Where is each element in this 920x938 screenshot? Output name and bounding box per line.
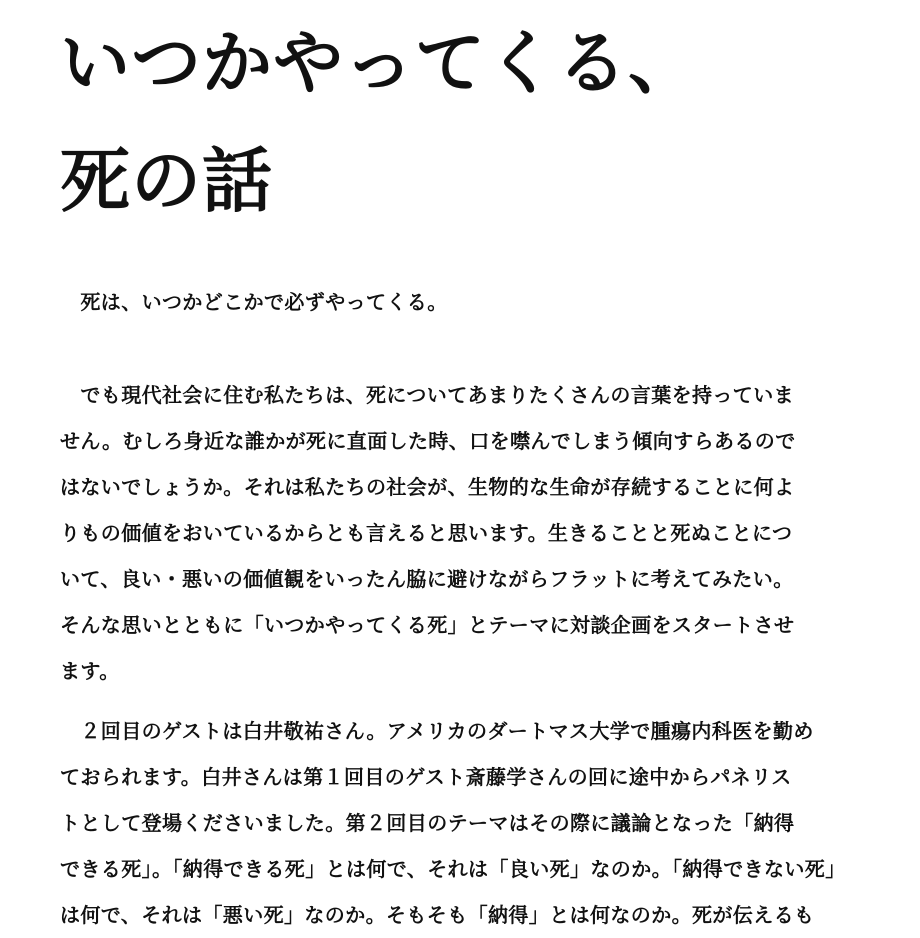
paragraph-line: そんな思いとともに「いつかやってくる死」とテーマに対談企画をスタートさせ [60, 613, 795, 637]
article-title-line-1: いつかやってくる、 [60, 21, 699, 104]
paragraph-line: りもの価値をおいているからとも言えると思います。生きることと死ぬことにつ [60, 521, 793, 545]
body-paragraph-1 [60, 372, 860, 694]
paragraph-line: ておられます。白井さんは第１回目のゲスト斎藤学さんの回に途中からパネリス [60, 765, 792, 789]
article-title-line-2: 死の話 [60, 139, 273, 222]
paragraph-line: いて、良い・悪いの価値観をいったん脇に避けながらフラットに考えてみたい。 [60, 567, 794, 591]
paragraph-line: ます。 [60, 659, 120, 683]
paragraph-line: できる死」。「納得できる死」とは何で、それは「良い死」なのか。「納得できない死」 [60, 857, 846, 881]
paragraph-line: トとして登場くださいました。第２回目のテーマはその際に議論となった「納得 [60, 811, 795, 835]
paragraph-line: はないでしょうか。それは私たちの社会が、生物的な生命が存続することに何よ [60, 475, 795, 499]
paragraph-line: ２回目のゲストは白井敬祐さん。アメリカのダートマス大学で腫瘍内科医を勤め [60, 719, 814, 743]
paragraph-line: せん。むしろ身近な誰かが死に直面した時、口を噤んでしまう傾向すらあるので [60, 429, 796, 453]
paragraph-line: でも現代社会に住む私たちは、死についてあまりたくさんの言葉を持っていま [60, 383, 794, 407]
paragraph-line: は何で、それは「悪い死」なのか。そもそも「納得」とは何なのか。死が伝えるも [60, 903, 815, 927]
lead-sentence: 死は、いつかどこかで必ずやってくる。 [60, 290, 448, 314]
body-paragraph-2 [60, 708, 860, 938]
